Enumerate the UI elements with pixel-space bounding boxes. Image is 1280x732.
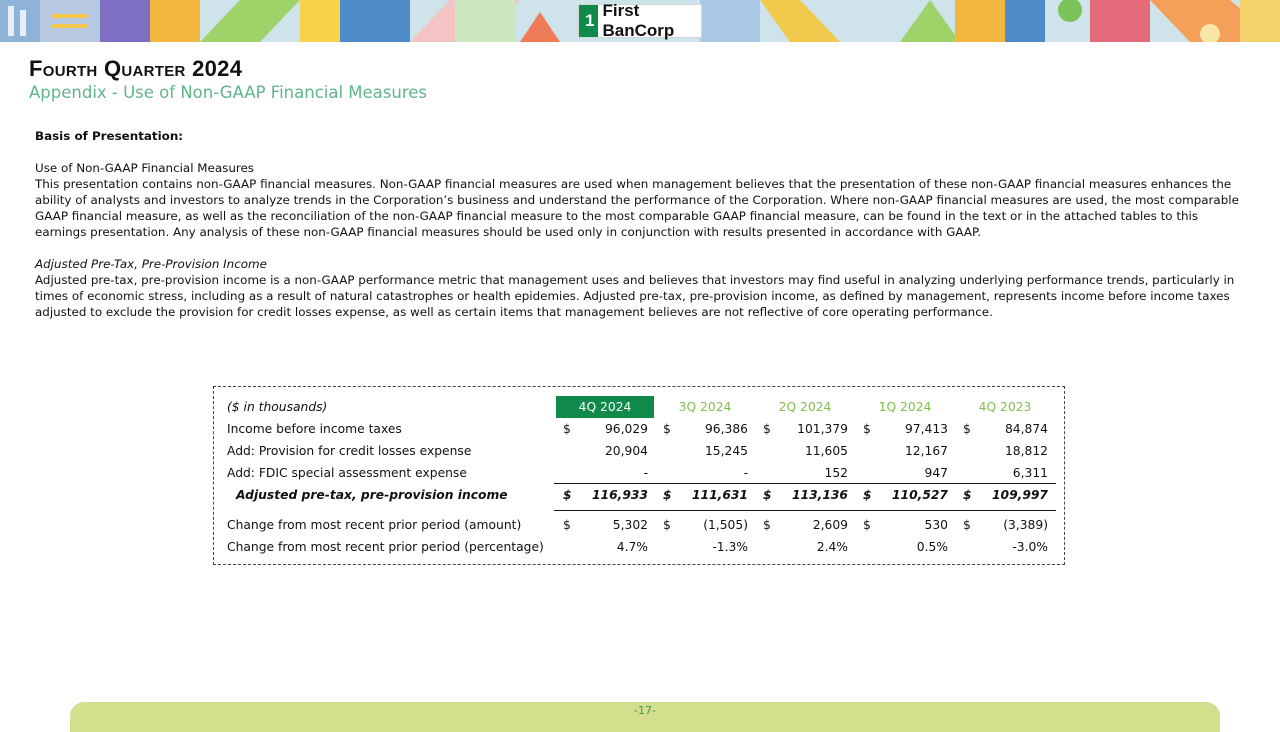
- column-header: 4Q 2023: [978, 400, 1032, 414]
- row-label: Income before income taxes: [227, 422, 402, 436]
- table-cell: 97,413: [904, 422, 948, 436]
- currency-symbol: $: [763, 422, 771, 436]
- row-label: Change from most recent prior period (amount): [227, 518, 522, 532]
- currency-symbol: $: [663, 422, 671, 436]
- row-label: Change from most recent prior period (percentage): [227, 540, 544, 554]
- table-cell: -3.0%: [1012, 540, 1048, 554]
- currency-symbol: $: [563, 422, 571, 436]
- page-number: -17-: [634, 704, 656, 717]
- column-header: 2Q 2024: [778, 400, 832, 414]
- nongaap-paragraph: This presentation contains non-GAAP financial measures. Non-GAAP financial measures are used when management believes that the presentation of these non-GAAP financial measures enhances the ability of analysts and investors to analyze trends in the Corporation’s business and understand the performance of the Corporation. Where non-GAAP financial measures are used, the most comparable GAAP financial measure, as well as the reconciliation of the non-GAAP financial measure to the most comparable GAAP financial measure, can be found in the text or in the attached tables to this earnings presentation. Any analysis of these non-GAAP financial measures should be used only in conjunction with results presented in accordance with GAAP.: [35, 177, 1239, 239]
- currency-symbol: $: [963, 518, 971, 532]
- currency-symbol: $: [863, 488, 872, 502]
- table-cell: 4.7%: [616, 540, 648, 554]
- table-cell: 11,605: [804, 444, 848, 458]
- logo-mark: 1: [579, 5, 598, 37]
- currency-symbol: $: [963, 488, 972, 502]
- currency-symbol: $: [563, 488, 572, 502]
- row-label: Adjusted pre-tax, pre-provision income: [236, 488, 508, 502]
- row-label: Add: Provision for credit losses expense: [227, 444, 472, 458]
- company-logo: [578, 1, 702, 40]
- basis-heading: Basis of Presentation:: [35, 129, 184, 143]
- total-rule: [554, 483, 1056, 484]
- table-cell: 110,527: [891, 488, 948, 502]
- table-cell: 152: [824, 466, 848, 480]
- pretax-paragraph: Adjusted pre-tax, pre-provision income is a non-GAAP performance metric that management uses and believes that investors may find useful in analyzing underlying performance trends, particularly in times of economic stress, including as a result of natural catastrophes or health epidemies. Adjusted pre-tax, pre-provision income, as defined by management, represents income before income taxes adjusted to exclude the provision for credit losses expense, as well as certain items that management believes are not reflective of core operating performance.: [35, 273, 1235, 319]
- currency-symbol: $: [663, 488, 672, 502]
- currency-symbol: $: [863, 422, 871, 436]
- table-cell: 530: [924, 518, 948, 532]
- column-header: 1Q 2024: [878, 400, 932, 414]
- table-cell: 2.4%: [816, 540, 848, 554]
- units-label: ($ in thousands): [227, 400, 328, 414]
- currency-symbol: $: [563, 518, 571, 532]
- table-cell: 84,874: [1004, 422, 1048, 436]
- table-cell: 20,904: [604, 444, 648, 458]
- currency-symbol: $: [763, 518, 771, 532]
- total-rule: [554, 510, 1056, 511]
- currency-symbol: $: [663, 518, 671, 532]
- table-cell: 113,136: [791, 488, 848, 502]
- table-cell: 0.5%: [916, 540, 948, 554]
- nongaap-heading: Use of Non-GAAP Financial Measures: [35, 161, 255, 175]
- table-cell: 15,245: [704, 444, 748, 458]
- currency-symbol: $: [963, 422, 971, 436]
- table-cell: 6,311: [1012, 466, 1048, 480]
- row-label: Add: FDIC special assessment expense: [227, 466, 467, 480]
- logo-name: First BanCorp: [602, 1, 675, 40]
- table-cell: -: [743, 466, 748, 480]
- table-cell: 116,933: [591, 488, 648, 502]
- pretax-heading: Adjusted Pre-Tax, Pre-Provision Income: [35, 257, 267, 271]
- presentation-text: [35, 128, 1245, 320]
- table-cell: 12,167: [904, 444, 948, 458]
- table-cell: (3,389): [1003, 518, 1048, 532]
- table-cell: 947: [924, 466, 948, 480]
- table-cell: 18,812: [1004, 444, 1048, 458]
- table-grid: [214, 387, 1064, 564]
- footer-bar: [70, 702, 1220, 732]
- column-header: 3Q 2024: [678, 400, 732, 414]
- table-cell: 111,631: [691, 488, 748, 502]
- table-cell: 96,386: [704, 422, 748, 436]
- currency-symbol: $: [863, 518, 871, 532]
- column-header: 4Q 2024: [556, 396, 654, 418]
- page-subtitle: Appendix - Use of Non-GAAP Financial Measures: [29, 83, 428, 102]
- table-cell: 109,997: [991, 488, 1048, 502]
- currency-symbol: $: [763, 488, 772, 502]
- table-cell: 5,302: [612, 518, 648, 532]
- non-gaap-table: [213, 386, 1065, 565]
- table-cell: 96,029: [604, 422, 648, 436]
- table-cell: -: [643, 466, 648, 480]
- table-cell: -1.3%: [712, 540, 748, 554]
- header-banner: [0, 0, 1280, 42]
- table-cell: 2,609: [812, 518, 848, 532]
- page-title: Fourth Quarter 2024: [29, 56, 243, 81]
- table-cell: 101,379: [797, 422, 848, 436]
- table-cell: (1,505): [703, 518, 748, 532]
